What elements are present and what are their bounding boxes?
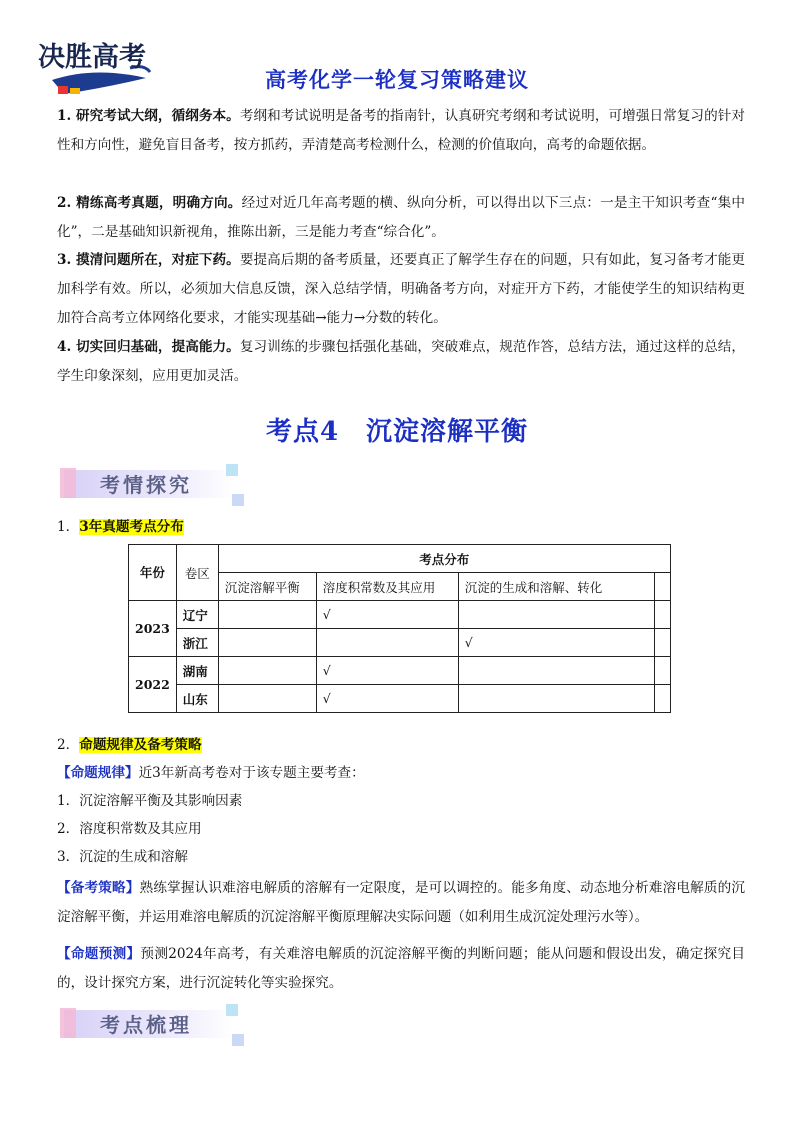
- check-cell: [458, 685, 654, 713]
- empty-cell: [654, 629, 670, 657]
- year-cell: 2022: [129, 657, 177, 713]
- empty-cell: [654, 685, 670, 713]
- forecast-text: 预测2024年高考，有关难溶电解质的沉淀溶解平衡的判断问题；能从问题和假设出发，确定探究目的，设计探究方案，进行沉淀转化等实验探究。: [57, 946, 746, 991]
- banner-key-points: [60, 1004, 244, 1048]
- strategy-paragraph-2: [57, 189, 745, 247]
- check-cell: √: [458, 629, 654, 657]
- rule-label: 【命题规律】: [57, 765, 139, 781]
- header-year: 年份: [129, 545, 177, 601]
- list-item: 1．沉淀溶解平衡及其影响因素: [57, 793, 243, 809]
- list-item: 3．沉淀的生成和溶解: [57, 849, 188, 865]
- strategy-head: 1. 研究考试大纲，循纲务本。: [57, 108, 240, 124]
- empty-cell: [654, 573, 670, 601]
- forecast-paragraph: [57, 940, 745, 998]
- item-label: 命题规律及备考策略: [79, 737, 202, 753]
- banner-label: 考点梳理: [100, 1013, 192, 1037]
- exam-distribution-table: [128, 544, 671, 713]
- item-1-heading: [57, 516, 184, 538]
- forecast-label: 【命题预测】: [57, 946, 141, 962]
- section-title: 考点4 沉淀溶解平衡: [265, 417, 529, 447]
- list-item: 2．溶度积常数及其应用: [57, 821, 202, 837]
- strategy-head: 4. 切实回归基础，提高能力。: [57, 339, 240, 355]
- strategy-body: 要提高后期的备考质量，还要真正了解学生存在的问题，只有如此，复习备考才能更加科学有效。所以，必须加大信息反馈，深入总结学情，明确备考方向，对症开方下药，才能使学生的知识结构更加符合高考立体网络化要求，才能实现基础→能力→分数的转化。: [57, 252, 745, 326]
- check-cell: √: [316, 685, 458, 713]
- banner-decoration: [60, 1008, 76, 1038]
- year-cell: 2023: [129, 601, 177, 657]
- table-row: [129, 657, 671, 685]
- rule-line: [57, 762, 365, 784]
- banner-decoration: [226, 464, 238, 476]
- item-2-heading: [57, 734, 202, 756]
- check-cell: [218, 657, 316, 685]
- strategy-paragraph-1: [57, 102, 745, 160]
- check-cell: [218, 685, 316, 713]
- check-cell: [458, 657, 654, 685]
- table-row: [129, 601, 671, 629]
- banner-exam-analysis: [60, 464, 244, 508]
- strategy-body: 考纲和考试说明是备考的指南针，认真研究考纲和考试说明，可增强日常复习的针对性和方向性，避免盲目备考，按方抓药，弄清楚高考检测什么，检测的价值取向，高考的命题依据。: [57, 108, 745, 153]
- banner-decoration: [60, 468, 76, 498]
- column-header: 沉淀的生成和溶解、转化: [458, 573, 654, 601]
- region-cell: 湖南: [176, 657, 218, 685]
- document-title: 高考化学一轮复习策略建议: [265, 68, 529, 92]
- strategy-paragraph-4: [57, 333, 745, 391]
- table-row: [129, 629, 671, 657]
- prep-text: 熟练掌握认识难溶电解质的溶解有一定限度，是可以调控的。能多角度、动态地分析难溶电解质的沉淀溶解平衡，并运用难溶电解质的沉淀溶解平衡原理解决实际问题（如利用生成沉淀处理污水等）。: [57, 880, 746, 925]
- prep-label: 【备考策略】: [57, 880, 140, 896]
- column-header: 沉淀溶解平衡: [218, 573, 316, 601]
- strategy-head: 2. 精练高考真题，明确方向。: [57, 195, 242, 211]
- column-header: 溶度积常数及其应用: [316, 573, 458, 601]
- banner-decoration: [226, 1004, 238, 1016]
- empty-cell: [654, 601, 670, 629]
- strategy-head: 3. 摸清问题所在，对症下药。: [57, 252, 240, 268]
- region-cell: 山东: [176, 685, 218, 713]
- check-cell: [316, 629, 458, 657]
- check-cell: √: [316, 657, 458, 685]
- check-cell: [218, 629, 316, 657]
- strategy-body: 经过对近几年高考题的横、纵向分析，可以得出以下三点：一是主干知识考查“集中化”，二是基础知识新视角，推陈出新，三是能力考查“综合化”。: [57, 195, 745, 240]
- region-cell: 浙江: [176, 629, 218, 657]
- item-number: 2．: [57, 737, 80, 753]
- item-number: 1．: [57, 519, 80, 535]
- rule-text: 近3年新高考卷对于该专题主要考查：: [138, 765, 365, 781]
- strategy-body: 复习训练的步骤包括强化基础，突破难点，规范作答，总结方法，通过这样的总结，学生印象深刻，应用更加灵活。: [57, 339, 745, 384]
- header-distribution: 考点分布: [218, 545, 670, 573]
- strategy-paragraph-3: [57, 246, 745, 333]
- empty-cell: [654, 657, 670, 685]
- banner-decoration: [232, 494, 244, 506]
- check-cell: [458, 601, 654, 629]
- region-cell: 辽宁: [176, 601, 218, 629]
- item-label: 3年真题考点分布: [79, 519, 184, 535]
- check-cell: √: [316, 601, 458, 629]
- logo-text: 决胜高考: [38, 42, 146, 73]
- prep-strategy-paragraph: [57, 874, 745, 932]
- banner-label: 考情探究: [100, 473, 192, 497]
- header-region: 卷区: [176, 545, 218, 601]
- table-row: [129, 685, 671, 713]
- check-cell: [218, 601, 316, 629]
- banner-decoration: [232, 1034, 244, 1046]
